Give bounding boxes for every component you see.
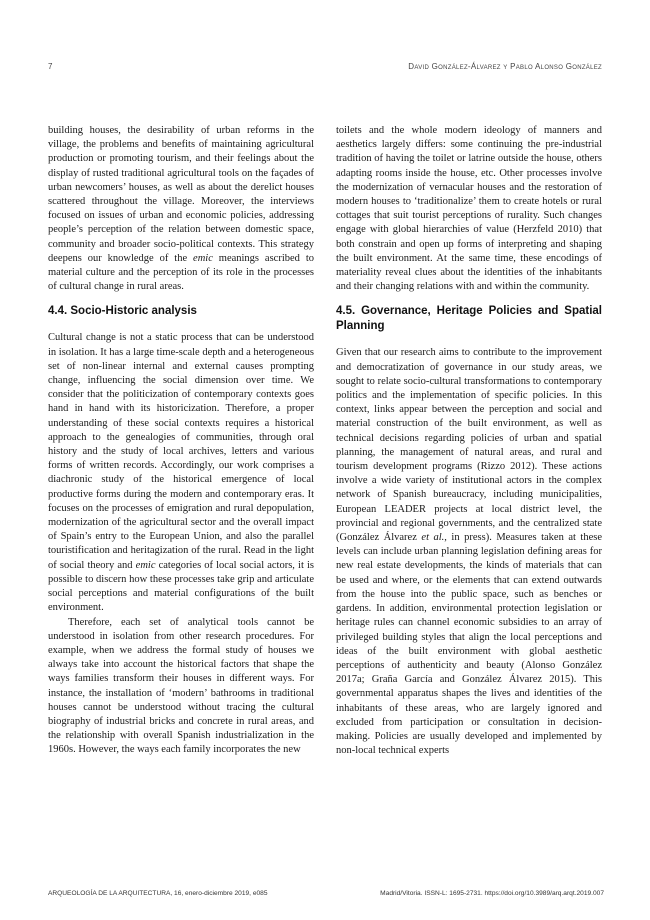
section-heading-4-5: 4.5. Governance, Heritage Policies and Spatial Planning <box>336 305 602 333</box>
footer-journal: ARQUEOLOGÍA DE LA ARQUITECTURA, 16, enero-diciembre 2019, e085 <box>48 890 268 897</box>
running-header-authors: David González-Álvarez y Pablo Alonso González <box>408 62 602 71</box>
left-column <box>48 124 314 758</box>
paragraph: toilets and the whole modern ideology of manners and aesthetics largely differs: some continuing the pre-industrial tradition of having the toilet or latrine outside the house, others adapting rooms inside the house, etc. Other processes involve the modernization of vernacular houses and the restoration of modern houses to ‘traditionalize’ them to create hotels or rural cottages that suit tourist perceptions of rurality. Such changes engage with global hierarchies of value (Herzfeld 2010) that both constrain and open up forms of interpreting and shaping the built environment. At the same time, these encodings of materiality reveal clues about the identities of the inhabitants and their changing relations with and within the community. <box>336 125 602 293</box>
paragraph: building houses, the desirability of urban reforms in the village, the problems and benefits of maintaining agricultural production or promoting tourism, and their feelings about the display of rusted traditional agricultural tools on the façades of urban newcomers’ houses, as well as about the derelict houses scattered throughout the village. Moreover, the interviews focused on issues of urban and economic policies, addressing people’s perception of the relation between domestic space, community and broader socio-political contexts. This strategy deepens our knowledge of the emic meanings ascribed to material culture and the perception of its role in the processes of cultural change in rural areas. <box>48 125 314 293</box>
paragraph: Cultural change is not a static process that can be understood in isolation. It has a large time-scale depth and a heterogeneous set of non-linear internal and external causes prompting change, influencing the social dimension over time. We consider that the politicization of contemporary contexts goes hand in hand with its historicization. Therefore, a proper understanding of these social contexts requires a historical approach to the genealogies of communities, through oral history and the study of local archives, letters and various forms of written records. Accordingly, our work comprises a diachronic study of the historical emergence of local productive forms during the modern and contemporary eras. It focuses on the processes of emigration and rural depopulation, modernization of the agricultural sector and the overall impact of Spain’s entry to the European Union, and also the parallel touristification and heritagization of the rural. Read in the light of social theory and emic categories of local social actors, it is possible to discern how these processes take grip and articulate social perceptions and material configurations of the built environment. <box>48 332 315 614</box>
page-number: 7 <box>48 62 53 71</box>
right-column <box>336 124 602 758</box>
footer-doi: Madrid/Vitoria. ISSN-L: 1695-2731. https://doi.org/10.3989/arq.arqt.2019.007 <box>380 890 604 897</box>
section-heading-4-4: 4.4. Socio-Historic analysis <box>48 305 197 318</box>
paragraph: Given that our research aims to contribute to the improvement and democratization of governance in our study areas, we sought to relate socio-cultural transformations to contemporary politics and the implementation of specific policies. In this context, links appear between the perception and social and material construction of the built environment, as well as technical decisions regarding policies of urban and spatial planning, the management of natural areas, and rural and tourism development programs (Rizzo 2012). These actions involve a wide variety of institutional actors in the complex network of Spanish bureaucracy, including municipalities, European LEADER projects at local district level, the provincial and regional governments, and the centralized state (González Álvarez et al., in press). Measures taken at these levels can include urban planning legislation defining areas for new real estate developments, the kinds of materials that can be used and where, or the elements that can extend outwards from the house into the public space, such as benches or gardens. In addition, environmental protection legislation or heritage rules can channel economic subsidies to an array of privileged building styles that align the local perceptions and ideas of the built environment with global aesthetic perceptions of authenticity and beauty (Alonso González 2017a; Graña García and González Álvarez 2015). This governmental apparatus shapes the lives and identities of the inhabitants of these areas, who are largely ignored and excluded from participation or consultation in decision-making. Policies are usually developed and implemented by non-local technical experts <box>336 347 602 757</box>
paragraph: Therefore, each set of analytical tools cannot be understood in isolation from other research procedures. For example, when we address the formal study of houses we always take into account the historical factors that shape the ways families transform their houses in different ways. For instance, the installation of ‘modern’ bathrooms in traditional houses cannot be understood without tracing the cultural biography of industrial bricks and concrete in rural areas, and the relationship with overall Spanish industrialization in the 1960s. However, the ways each family incorporates the new <box>48 616 314 756</box>
